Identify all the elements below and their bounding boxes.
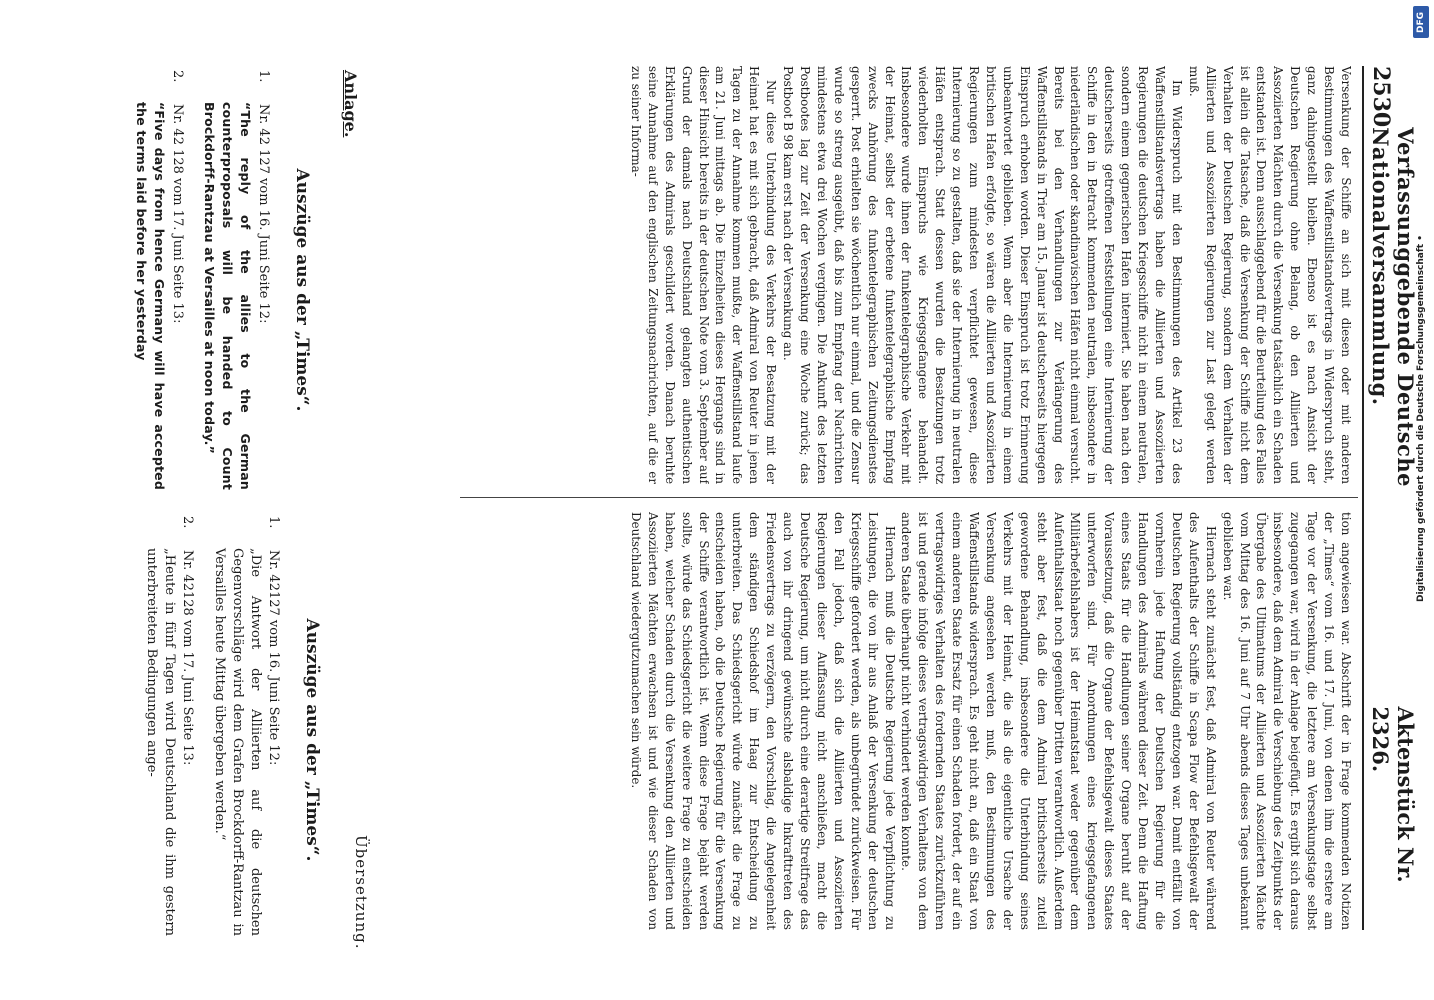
digitization-sidebar bbox=[1408, 0, 1434, 1000]
excerpt-quote: “Five days from hence Germany will have accepted the terms laid before her yesterday bbox=[134, 102, 167, 490]
dfg-logo: DFG bbox=[1413, 6, 1429, 38]
excerpt-number: 2. bbox=[170, 70, 185, 83]
excerpt-reference: Nr. 42 127 vom 16. Juni Seite 12: bbox=[256, 104, 271, 324]
digitization-credit: Digitalisierung gefördert durch die Deutsche Forschungsgemeinschaft • bbox=[1416, 235, 1426, 602]
excerpt-entry bbox=[210, 516, 282, 936]
page-title: Verfassunggebende Deutsche Nationalversammlung. bbox=[1368, 127, 1418, 488]
paragraph: Im Widerspruch mit den Bestimmungen des Artikel 23 des Waffenstillstandsvertrags haben die Alliierten und Assoziierten Regierungen die deutschen Kriegsschiffe nicht in einem neutralen, sondern einem gegnerischen Hafen interniert. Sie haben nach den deutscherseits getroffenen Feststellungen eine Internierung der Schiffe in den in Betracht kommenden neutralen, insbesondere in niederländischen oder skandinavischen Häfen nicht einmal versucht. Bereits bei den Verhandlungen zur Verlängerung des Waffenstillstands in Trier am 15. Januar ist deutscherseits hiergegen Einspruch erhoben worden. Dieser Einspruch ist trotz Erinnerung unbeantwortet geblieben. Wenn aber die Internierung in einem britischen Hafen erfolgte, so wären die Alliierten und Assoziierten Regierungen zum mindesten verpflichtet gewesen, diese Internierung so zu gestalten, daß sie der Internierung in neutralen Häfen entsprach. Statt dessen wurden die Besatzungen trotz wiederholten Einspruchs wie Kriegsgefangene behandelt. Insbesondere wurde ihnen der funkentelegraphische Verkehr mit der Heimat, selbst der erbetene funkentelegraphische Empfang zwecks Anhörung des funkentelegraphischen Zeitungsdienstes gesperrt. Post erhielten sie wöchentlich nur einmal, und die Zensur wurde so streng ausgeübt, daß bis zum Empfang der Nachrichten mindestens etwa drei Wochen vergingen. Die Ankunft des letzten Postbootes lag zur Zeit der Versenkung eine Woche zurück; das Postboot B 98 kam erst nach der Versenkung an. bbox=[781, 66, 1184, 484]
excerpt-number: 2. bbox=[180, 516, 195, 529]
excerpt-quote: „Die Antwort der Alliierten auf die deutschen Gegenvorschläge wird dem Grafen Brockdorff-Rantzau in Versailles heute Mittag übergeben werden.“ bbox=[212, 548, 263, 936]
excerpt-number: 1. bbox=[256, 70, 271, 83]
paragraph: Versenkung der Schiffe an sich mit diesen oder mit anderen Bestimmungen des Waffenstillstandsvertrags in Widerspruch steht, ganz dahingestellt bleiben. Ebenso ist es nach Ansicht der Deutschen Regierung ohne Belang, ob den Alliierten und Assoziierten Mächten durch die Versenkung tatsächlich ein Schaden entstanden ist. Denn ausschlaggebend für die Beurteilung des Falles ist allein die Tatsache, daß die Versenkung der Schiffe nicht dem Verhalten der Deutschen Regierung, sondern dem Verhalten der Alliierten und Assoziierten Regierungen zur Last gelegt werden muß. bbox=[1186, 66, 1353, 484]
appendix-title-german: Auszüge aus der „Times“. bbox=[302, 618, 322, 862]
excerpt-quote: „Heute in fünf Tagen wird Deutschland die ihm gestern unterbreiteten Bedingungen ange- bbox=[144, 548, 177, 936]
document-reference: Aktenstück Nr. 2326. bbox=[1368, 706, 1418, 883]
appendix-label: Anlage. bbox=[341, 70, 360, 138]
left-text-column bbox=[460, 66, 1354, 484]
excerpt-reference: Nr. 42127 vom 16. Juni Seite 12: bbox=[266, 550, 281, 766]
excerpt-reference: Nr. 42 128 vom 17. Juni Seite 13: bbox=[170, 104, 185, 324]
excerpt-quote: “The reply of the allies to the German counterproposals will be handed to Count Brockdorff-Rantzau at Versailles at noon today.” bbox=[202, 102, 253, 490]
german-excerpts bbox=[128, 516, 282, 936]
paragraph: Hiernach steht zunächst fest, daß Admiral von Reuter während des Aufenthalts der Schiffe in Scapa Flow der Befehlsgewalt der Deutschen Regierung vollständig entzogen war. Damit entfällt von vornherein jede Haftung der Deutschen Regierung für die Handlungen des Admirals während dieser Zeit. Denn die Haftung eines Staats für die Handlungen seiner Organe beruht auf der Voraussetzung, daß die Organe der Befehlsgewalt dieses Staates unterworfen sind. Für Anordnungen eines kriegsgefangenen Militärbefehlshabers ist der Heimatstaat weder gegenüber dem Aufenthaltsstaat noch gegenüber Dritten verantwortlich. Außerdem steht aber fest, daß die dem Admiral britischerseits zuteil gewordene Behandlung, insbesondere die Unterbindung seines Verkehrs mit der Heimat, die als die eigentliche Ursache der Versenkung angesehen werden muß, den Bestimmungen des Waffenstillstands widersprach. Es geht nicht an, daß ein Staat von einem anderen Staate Ersatz für einen Schaden fordert, der auf ein vertragswidriges Verhalten des fordernden Staates zurückzuführen ist und gerade infolge dieses vertragswidrigen Verhaltens von dem anderen Staate überhaupt nicht verhindert werden konnte. bbox=[899, 512, 1218, 930]
paragraph: Hiernach muß die Deutsche Regierung jede Verpflichtung zu Leistungen, die von ihr aus Anlaß der Versenkung der deutschen Kriegsschiffe gefordert werden, als unbegründet zurückweisen. Für den Fall jedoch, daß sich die Alliierten und Assoziierten Regierungen dieser Auffassung nicht anschließen, macht die Deutsche Regierung, um nicht durch eine derartige Streitfrage das auch von ihr dringend gewünschte alsbaldige Inkrafttreten des Friedensvertrags zu verzögern, den Vorschlag, die Angelegenheit dem ständigen Schiedshof im Haag zur Entscheidung zu unterbreiten. Das Schiedsgericht würde zunächst die Frage zu entscheiden haben, ob die Deutsche Regierung für die Versenkung der Schiffe verantwortlich ist. Wenn diese Frage bejaht werden sollte, würde das Schiedsgericht die weitere Frage zu entscheiden haben, welcher Schaden durch die Versenkung den Alliierten und Assoziierten Mächten erwachsen ist und wie dieser Schaden von Deutschland wiedergutzumachen sein würde. bbox=[628, 512, 897, 930]
excerpt-entry bbox=[142, 516, 196, 936]
excerpt-number: 1. bbox=[266, 516, 281, 529]
paragraph: Nur diese Unterbindung des Verkehrs der Besatzung mit der Heimat hat es mit sich gebracht, daß Admiral von Reuter in jenen Tagen zu der Annahme kommen mußte, der Waffenstillstand laufe am 21. Juni mittags ab. Die Einzelheiten dieses Hergangs sind in dieser Hinsicht bereits in der deutschen Note vom 3. September auf Grund der damals nach Deutschland gelangten authentischen Erklärungen des Admirals geschildert worden. Danach beruhte seine Annahme auf den englischen Zeitungsnachrichten, auf die er zu seiner Informa- bbox=[628, 66, 779, 484]
header-rule bbox=[1362, 66, 1364, 930]
page-number: 2530 bbox=[1368, 66, 1394, 128]
english-excerpts bbox=[118, 70, 272, 490]
excerpt-reference: Nr. 42128 vom 17. Juni Seite 13: bbox=[180, 550, 195, 766]
excerpt-entry bbox=[200, 70, 272, 490]
appendix-title-english: Auszüge aus der „Times“. bbox=[292, 168, 312, 412]
excerpt-entry bbox=[132, 70, 186, 490]
column-separator bbox=[460, 497, 1358, 498]
paragraph: tion angewiesen war. Abschrift der in Frage kommenden Notizen der „Times“ vom 16. und 17. Juni, von denen ihm die erstere am Tage vor der Versenkung, die letztere am Versenkungstage selbst zugegangen war, wird in der Anlage beigefügt. Es ergibt sich daraus insbesondere, daß dem Admiral die Verschiebung des Zeitpunkts der Übergabe des Ultimatums der Alliierten und Assoziierten Mächte vom Mittag des 16. Juni auf 7 Uhr abends dieses Tages unbekannt geblieben war. bbox=[1220, 512, 1353, 930]
page-header bbox=[1368, 66, 1418, 930]
right-text-column bbox=[460, 512, 1354, 930]
translation-label: Übersetzung. bbox=[352, 835, 370, 950]
